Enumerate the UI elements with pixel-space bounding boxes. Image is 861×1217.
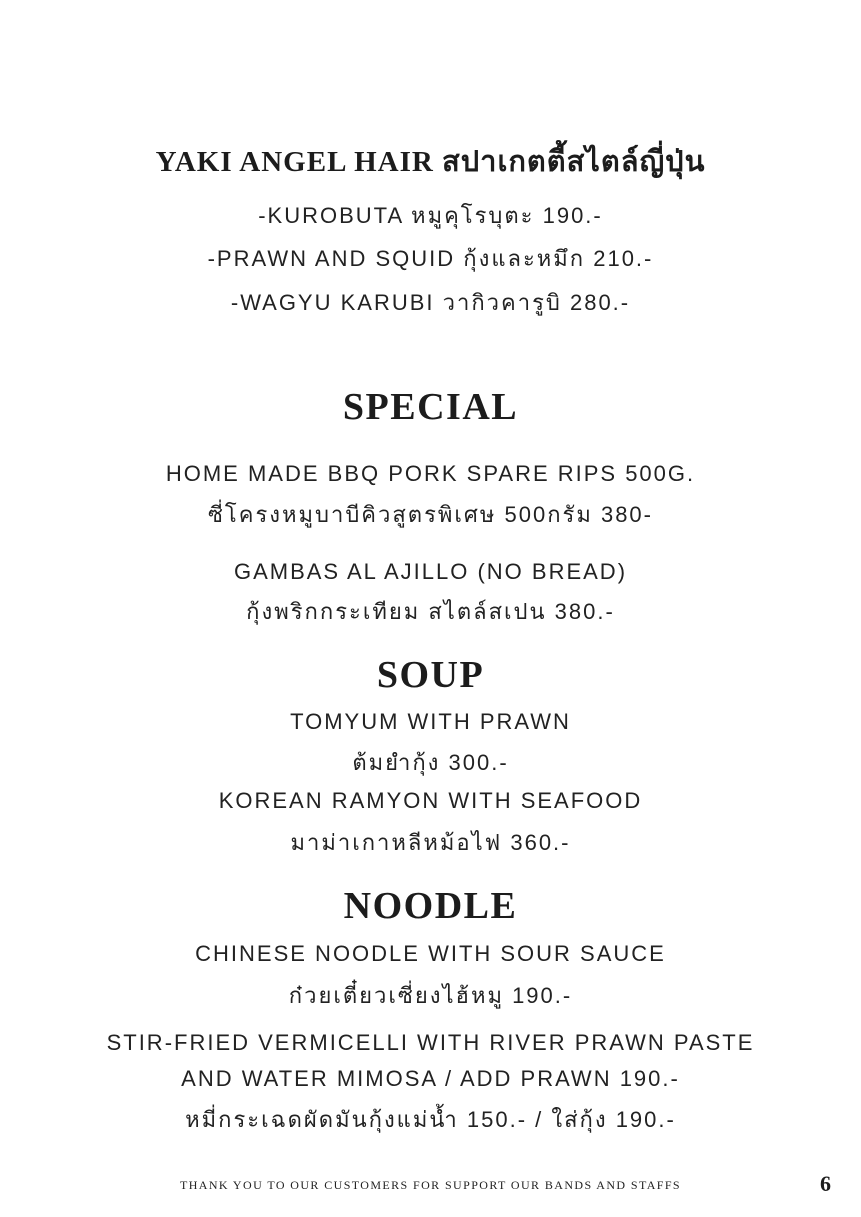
menu-item-wagyu-karubi: -WAGYU KARUBI วากิวคารูบิ 280.- <box>230 290 631 315</box>
menu-item-tomyum-en: TOMYUM WITH PRAWN <box>290 709 571 734</box>
menu-item-prawn-squid: -PRAWN AND SQUID กุ้งและหมึก 210.- <box>207 246 654 271</box>
menu-item-chinese-noodle-th: ก๋วยเตี๋ยวเซี่ยงไฮ้หมู 190.- <box>288 983 573 1008</box>
menu-item-ramyon-en: KOREAN RAMYON WITH SEAFOOD <box>218 788 643 813</box>
menu-item-chinese-noodle-en: CHINESE NOODLE WITH SOUR SAUCE <box>195 941 666 966</box>
section-heading-noodle: NOODLE <box>343 885 518 927</box>
menu-item-gambas-th: กุ้งพริกกระเทียม สไตล์สเปน 380.- <box>246 599 615 624</box>
menu-item-bbq-pork-th: ซี่โครงหมูบาบีคิวสูตรพิเศษ 500กรัม 380- <box>207 502 653 527</box>
section-heading-special: SPECIAL <box>342 386 519 428</box>
menu-item-kurobuta: -KUROBUTA หมูคุโรบุตะ 190.- <box>258 203 603 228</box>
menu-item-ramyon-th: มาม่าเกาหลีหม้อไฟ 360.- <box>290 830 571 855</box>
footer-thank-you: THANK YOU TO OUR CUSTOMERS FOR SUPPORT OUR BANDS AND STAFFS <box>179 1178 682 1192</box>
menu-item-tomyum-th: ต้มยำกุ้ง 300.- <box>352 750 509 775</box>
menu-item-vermicelli-en-1: STIR-FRIED VERMICELLI WITH RIVER PRAWN PASTE <box>106 1030 755 1055</box>
menu-item-vermicelli-th: หมี่กระเฉดผัดมันกุ้งแม่น้ำ 150.- / ใส่กุ้ง 190.- <box>185 1107 676 1132</box>
section-heading-soup: SOUP <box>376 654 485 696</box>
menu-item-bbq-pork-en: HOME MADE BBQ PORK SPARE RIPS 500G. <box>165 461 696 486</box>
section-title-yaki: YAKI ANGEL HAIR สปาเกตตี้สไตล์ญี่ปุ่น <box>155 146 706 178</box>
page-number: 6 <box>820 1171 831 1196</box>
menu-item-gambas-en: GAMBAS AL AJILLO (NO BREAD) <box>233 559 628 584</box>
menu-item-vermicelli-en-2: AND WATER MIMOSA / ADD PRAWN 190.- <box>181 1066 680 1091</box>
